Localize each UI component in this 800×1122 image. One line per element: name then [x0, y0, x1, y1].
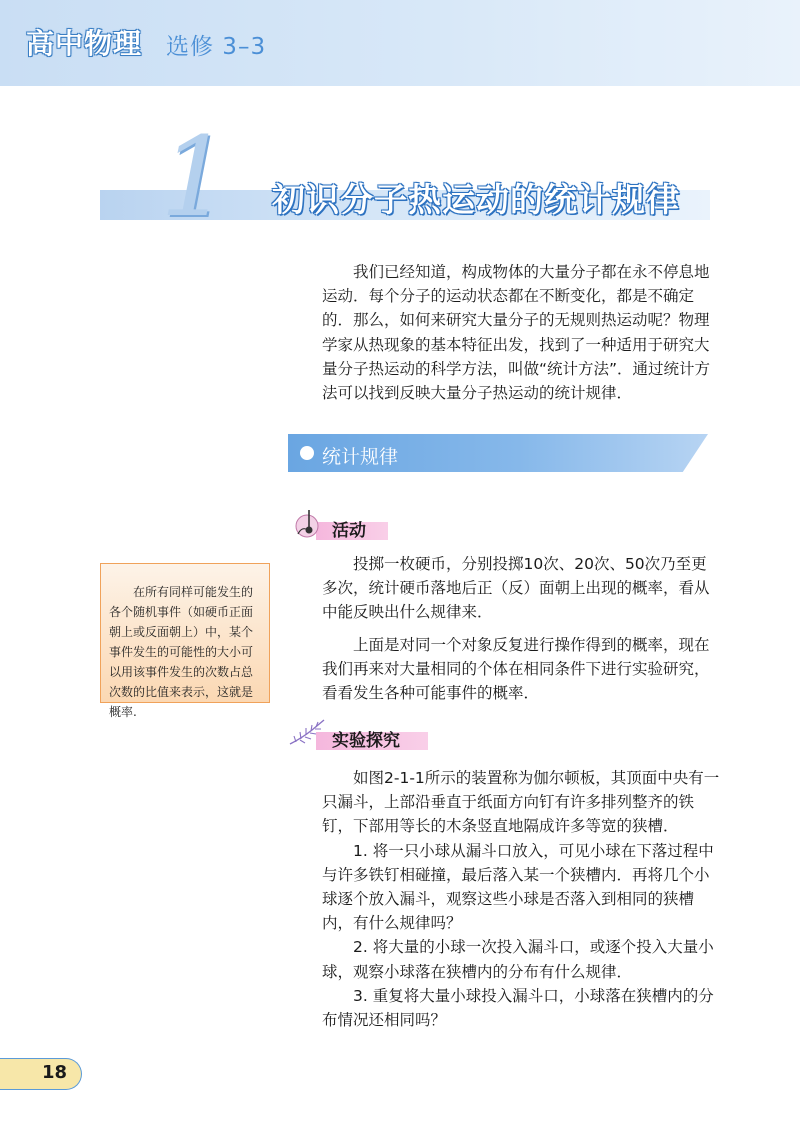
sidenote-text: 在所有同样可能发生的各个随机事件（如硬币正面朝上或反面朝上）中，某个事件发生的可能性的大小可以用该事件发生的次数占总次数的比值来表示，这就是概率.: [109, 585, 254, 719]
experiment-section: [322, 766, 722, 1032]
page-number-tab: [0, 1058, 82, 1090]
plant-sketch-icon: [288, 716, 328, 754]
hand-experiment-icon: [290, 506, 324, 544]
activity-section: [322, 552, 722, 713]
experiment-paragraph-3: 2. 将大量的小球一次投入漏斗口，或逐个投入大量小球，观察小球落在狭槽内的分布有什么规律．: [322, 938, 714, 981]
probability-sidenote: [100, 563, 270, 719]
bullet-dot-icon: [300, 446, 314, 460]
chapter-title: 初识分子热运动的统计规律: [272, 180, 680, 219]
experiment-paragraph-1: 如图2-1-1所示的装置称为伽尔顿板，其顶面中央有一只漏斗，上部沿垂直于纸面方向钉有许多排列整齐的铁钉，下部用等长的木条竖直地隔成许多等宽的狭槽．: [322, 769, 720, 836]
experiment-label: 实验探究: [332, 731, 400, 751]
page-number: 18: [42, 1062, 68, 1083]
experiment-paragraph-4: 3. 重复将大量小球投入漏斗口，小球落在狭槽内的分布情况还相同吗？: [322, 986, 714, 1030]
activity-paragraph-1: 投掷一枚硬币，分别投掷10次、20次、50次乃至更多次，统计硬币落地后正（反）面朝上出现的概率，看从中能反映出什么规律来．: [322, 555, 710, 622]
section-title: 统计规律: [322, 446, 399, 468]
activity-paragraph-2: 上面是对同一个对象反复进行操作得到的概率，现在我们再来对大量相同的个体在相同条件下进行实验研究，看看发生各种可能事件的概率．: [322, 635, 710, 703]
intro-paragraph: 我们已经知道，构成物体的大量分子都在永不停息地运动．每个分子的运动状态都在不断变化，都是不确定的．那么，如何来研究大量分子的无规则热运动呢？物理学家从热现象的基本特征出发，找到了一种适用于研究大量分子热运动的科学方法，叫做“统计方法”．通过统计方法可以找到反映大量分子热运动的统计规律．: [322, 263, 711, 403]
activity-label: 活动: [332, 521, 366, 541]
experiment-paragraph-2: 1. 将一只小球从漏斗口放入，可见小球在下落过程中与许多铁钉相碰撞，最后落入某一个狭槽内．再将几个小球逐个放入漏斗，观察这些小球是否落入到相同的狭槽内，有什么规律吗？: [322, 841, 714, 933]
volume-label: 选修 3–3: [166, 34, 267, 60]
chapter-number: 1: [160, 113, 230, 241]
intro-section: [322, 260, 722, 405]
book-title: 高中物理: [26, 27, 143, 60]
